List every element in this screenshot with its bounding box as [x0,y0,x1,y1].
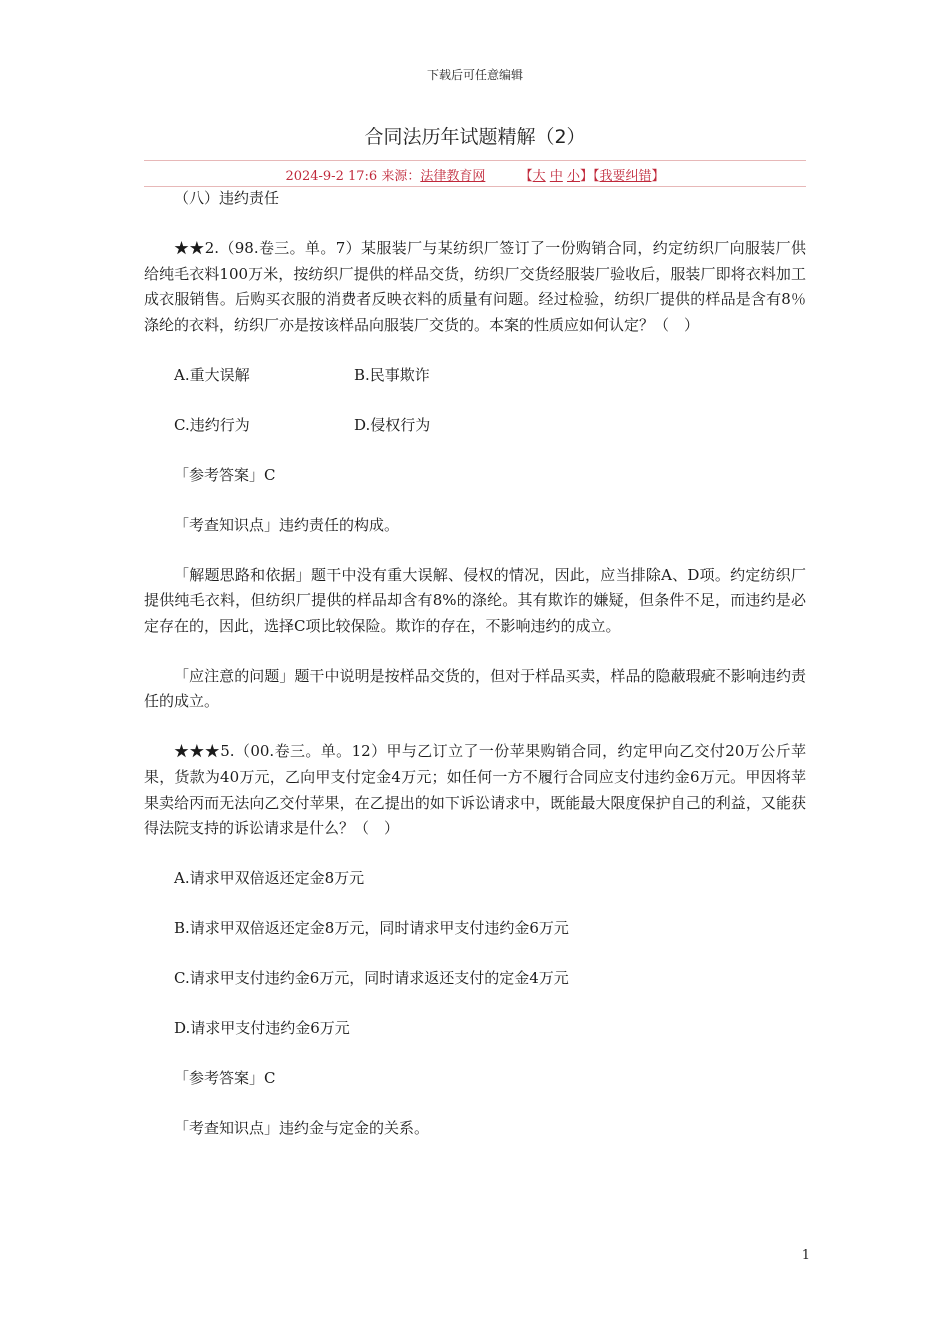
question-1-analysis: 「解题思路和依据」题干中没有重大误解、侵权的情况，因此，应当排除A、D项。约定纺织厂提供纯毛衣料，但纺织厂提供的样品却含有8%的涤纶。其有欺诈的嫌疑，但条件不足，而违约是必定存在的，因此，选择C项比较保险。欺诈的存在，不影响违约的成立。 [144,565,806,635]
question-1-option-b: B.民事欺诈 [354,365,430,384]
question-1-options-row-2 [144,413,806,439]
font-size-large-link[interactable]: 大 [532,169,546,184]
article-title: 合同法历年试题精解（2） [364,126,586,148]
question-1-stem: ★★2.（98.卷三。单。7）某服装厂与某纺织厂签订了一份购销合同，约定纺织厂向服装厂供给纯毛衣料100万米，按纺织厂提供的样品交货，纺织厂交货经服装厂验收后，服装厂即将衣料加工成衣服销售。后购买衣服的消费者反映衣料的质量有问题。经过检验，纺织厂提供的样品是含有8％涤纶的衣料，纺织厂亦是按该样品向服装厂交货的。本案的性质应如何认定？（ ） [144,238,806,334]
report-bracket-close: 】 [651,169,665,184]
report-bracket-open: 【 [593,169,600,184]
source-label: 来源： [381,169,421,184]
question-2-option-c: C.请求甲支付违约金6万元，同时请求返还支付的定金4万元 [174,969,569,988]
question-1-option-a: A.重大误解 [174,365,250,384]
article-meta [144,165,806,184]
question-2-knowledge: 「考查知识点」违约金与定金的关系。 [174,1119,430,1138]
header-note: 下载后可任意编辑 [426,68,523,82]
section-heading: （八）违约责任 [174,189,280,207]
report-error-link[interactable]: 我要纠错 [599,169,652,184]
question-1-answer: 「参考答案」C [174,465,276,484]
question-1-option-c: C.违约行为 [174,415,250,434]
publish-date: 2024-9-2 17:6 [285,169,378,184]
font-size-bracket-open: 【 [519,169,533,184]
source-link[interactable]: 法律教育网 [420,169,486,184]
question-2-answer: 「参考答案」C [174,1069,276,1088]
question-2-option-b: B.请求甲双倍返还定金8万元，同时请求甲支付违约金6万元 [174,919,569,938]
page-number: 1 [801,1248,810,1263]
font-size-small-link[interactable]: 小 [566,169,580,184]
question-1-note: 「应注意的问题」题干中说明是按样品交货的，但对于样品买卖，样品的隐蔽瑕疵不影响违约责任的成立。 [144,666,806,711]
question-1-option-d: D.侵权行为 [354,415,431,434]
question-1-options-row-1 [144,363,806,389]
article-body [144,186,806,1142]
question-2-option-d: D.请求甲支付违约金6万元 [174,1019,350,1038]
title-divider [144,160,806,161]
font-size-medium-link[interactable]: 中 [549,169,563,184]
font-size-bracket-close: 】 [579,169,593,184]
question-1-knowledge: 「考查知识点」违约责任的构成。 [174,515,400,534]
question-2-option-a: A.请求甲双倍返还定金8万元 [174,869,365,888]
question-2-stem: ★★★5.（00.卷三。单。12）甲与乙订立了一份苹果购销合同，约定甲向乙交付20万公斤苹果，货款为40万元，乙向甲支付定金4万元；如任何一方不履行合同应支付违约金6万元。甲因将苹果卖给丙而无法向乙交付苹果，在乙提出的如下诉讼请求中，既能最大限度保护自己的利益，又能获得法院支持的诉讼请求是什么？（ ） [144,742,806,838]
